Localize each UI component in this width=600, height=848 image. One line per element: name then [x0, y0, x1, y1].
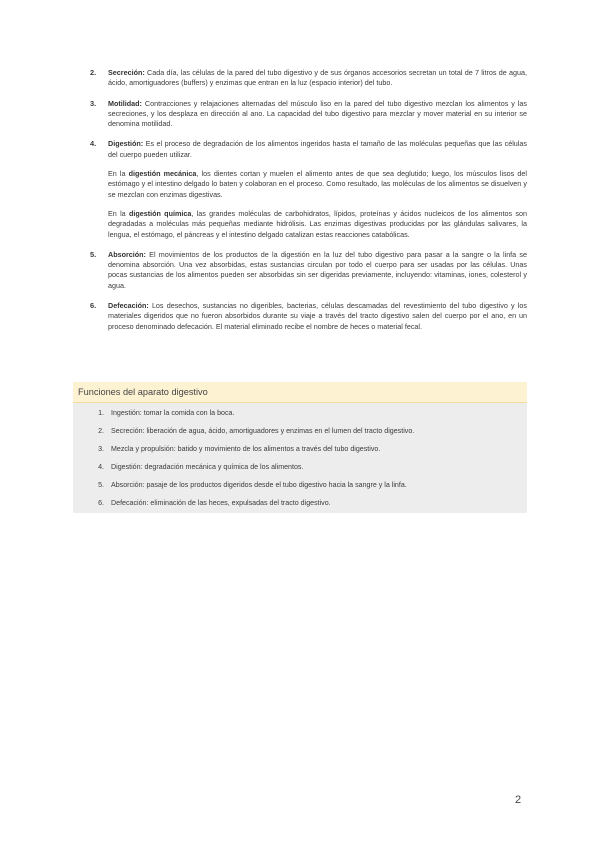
text-run: El movimientos de los productos de la digestión en la luz del tubo digestivo para pasar a la sangre o la linfa se denomina absorción. Una vez absorbidas, estas sustancias circulan por todo el cuerpo para ser usadas por las células. Unas pocas sustancias de los alimentos pueden ser absorbidas sin ser digeridas previamente, incluyendo: vitaminas, iones, colesterol y agua.	[108, 249, 527, 290]
list-item-number: 4.	[90, 139, 97, 149]
list-item-body	[108, 301, 527, 332]
summary-item	[73, 481, 527, 490]
summary-item	[73, 463, 527, 472]
term-label: Digestión:	[108, 139, 144, 149]
term-label: Secreción:	[108, 68, 145, 77]
text-run: Los desechos, sustancias no digeribles, bacterias, células descamadas del revestimiento del tubo digestivo y los materiales digeridos que no fueron absorbidos durante su viaje a través del tracto digestivo salen del cuerpo por el ano, en un proceso denominado defecación. El material eliminado recibe el nombre de heces o material fecal.	[108, 301, 527, 331]
term-label: Absorción:	[108, 249, 146, 259]
list-item	[80, 99, 527, 130]
summary-list	[73, 403, 527, 508]
summary-item-number: 5.	[98, 481, 104, 489]
list-item	[80, 139, 527, 239]
summary-item-number: 1.	[98, 409, 104, 417]
summary-item	[73, 409, 527, 418]
term-label: digestión mecánica	[128, 169, 197, 179]
text-run: Contracciones y relajaciones alternadas del músculo liso en la pared del tubo digestivo mezclan los alimentos y las secreciones, y los desplaza en dirección al ano. La capacidad del tubo digestivo para mezclar y mover material en su interior se denomina motilidad.	[108, 98, 527, 129]
summary-item-number: 6.	[98, 499, 104, 507]
page-number: 2	[515, 794, 522, 806]
paragraph	[108, 250, 527, 291]
list-item-number: 6.	[90, 301, 97, 311]
paragraph	[108, 301, 527, 332]
summary-item-number: 3.	[98, 445, 104, 453]
term-label: Defecación:	[108, 301, 149, 311]
list-item-body	[108, 139, 527, 239]
paragraph	[108, 169, 527, 200]
summary-item	[73, 499, 527, 508]
list-item-number: 3.	[90, 98, 97, 108]
text-run: Cada día, las células de la pared del tubo digestivo y de sus órganos accesorios secretan un total de 7 litros de agua, ácido, amortiguadores (buffers) y enzimas que entran en la luz (espacio interior) del tubo.	[108, 68, 527, 88]
list-item-body	[108, 99, 527, 130]
list-item-body	[108, 250, 527, 291]
list-item-body	[108, 68, 527, 89]
summary-item	[73, 427, 527, 436]
text-run: Es el proceso de degradación de los alimentos ingeridos hasta el tamaño de las moléculas pequeñas que las células del cuerpo pueden utilizar.	[108, 139, 527, 159]
summary-item-text: Mezcla y propulsión: batido y movimiento de los alimentos a través del tubo digestivo.	[111, 445, 381, 453]
summary-item-text: Secreción: liberación de agua, ácido, amortiguadores y enzimas en el lumen del tracto digestivo.	[111, 427, 415, 435]
summary-box-title: Funciones del aparato digestivo	[73, 382, 527, 403]
summary-item-number: 4.	[98, 463, 104, 471]
paragraph	[108, 209, 527, 240]
functions-detail-list	[80, 68, 527, 342]
summary-item-text: Ingestión: tomar la comida con la boca.	[111, 409, 235, 417]
list-item	[80, 301, 527, 332]
text-run: En la	[108, 169, 129, 179]
summary-box	[73, 382, 527, 513]
summary-item-text: Digestión: degradación mecánica y química de los alimentos.	[111, 463, 304, 471]
list-item-number: 5.	[90, 249, 97, 259]
summary-item-number: 2.	[98, 427, 104, 435]
summary-item-text: Defecación: eliminación de las heces, expulsadas del tracto digestivo.	[111, 499, 331, 507]
paragraph	[108, 139, 527, 160]
list-item	[80, 68, 527, 89]
list-item	[80, 250, 527, 291]
text-run: , los dientes cortan y muelen el alimento antes de que sea deglutido; luego, los músculos lisos del estómago y el intestino delgado lo baten y colaboran en el proceso. Como resultado, las moléculas de los alimentos se disuelven y se mezclan con enzimas digestivas.	[108, 169, 527, 199]
term-label: digestión química	[128, 208, 192, 218]
term-label: Motilidad:	[108, 98, 142, 108]
summary-item-text: Absorción: pasaje de los productos digeridos desde el tubo digestivo hacia la sangre y la linfa.	[111, 481, 407, 489]
text-run: , las grandes moléculas de carbohidratos, lípidos, proteínas y ácidos nucleicos de los alimentos son degradadas a moléculas más pequeñas mediante hidrólisis. Las enzimas digestivas producidas por las glándulas salivares, la lengua, el estómago, el páncreas y el intestino delgado catalizan estas reacciones catabólicas.	[108, 208, 527, 239]
paragraph	[108, 68, 527, 89]
summary-item	[73, 445, 527, 454]
paragraph	[108, 99, 527, 130]
text-run: En la	[108, 208, 129, 218]
list-item-number: 2.	[90, 68, 97, 77]
